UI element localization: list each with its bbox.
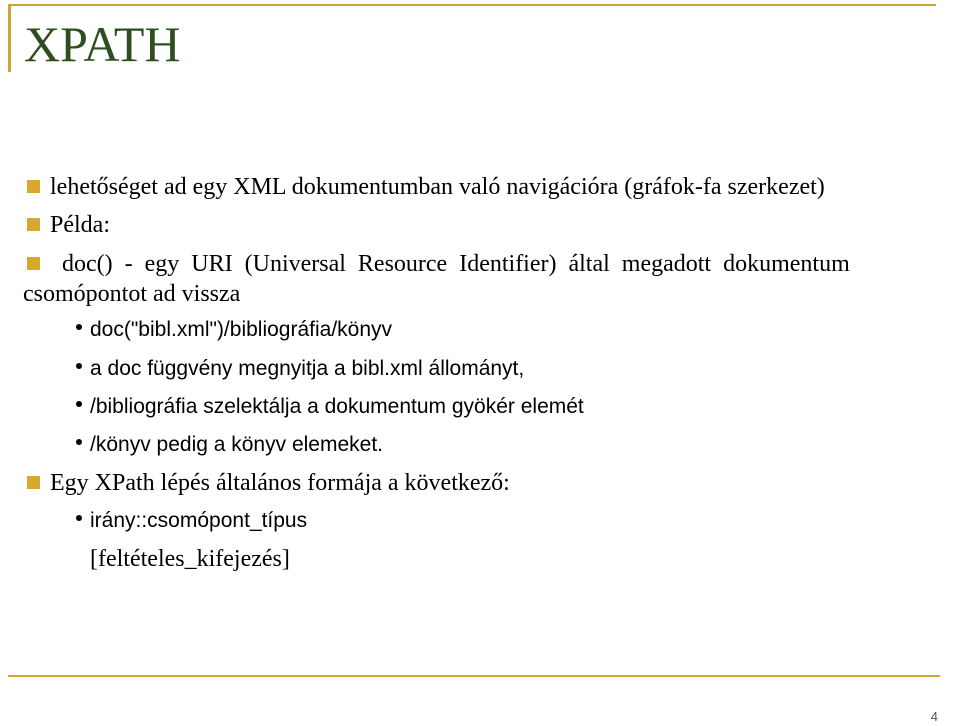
sub-bullet-text: irány::csomópont_típus [90,509,308,532]
sub-bullet-text: doc("bibl.xml")/bibliográfia/könyv [90,318,393,341]
left-divider [8,4,11,72]
bullet-text: Egy XPath lépés általános formája a következő: [50,470,510,496]
square-bullet-icon [27,257,40,270]
page-number: 4 [930,709,938,724]
bullet-text-continuation: csomópontot ad vissza [23,281,241,307]
square-bullet-icon [27,180,40,193]
square-bullet-icon [27,218,40,231]
dot-bullet-icon [76,401,82,407]
top-divider [8,4,936,6]
bullet-text: Példa: [50,212,110,238]
dot-bullet-icon [76,324,82,330]
slide-title: XPATH [24,16,181,72]
dot-bullet-icon [76,515,82,521]
bullet-text: lehetőséget ad egy XML dokumentumban való navigációra (gráfok-fa szerkezet) [50,174,825,200]
sub-bullet-text: a doc függvény megnyitja a bibl.xml állományt, [90,357,525,380]
dot-bullet-icon [76,363,82,369]
sub-bullet-text: /könyv pedig a könyv elemeket. [90,433,383,456]
bullet-text: doc() - egy URI (Universal Resource Identifier) által megadott dokumentum [62,251,850,277]
square-bullet-icon [27,476,40,489]
sub-bullet-text: /bibliográfia szelektálja a dokumentum gyökér elemét [90,395,584,418]
dot-bullet-icon [76,439,82,445]
bottom-divider [8,675,940,677]
sub-bullet-text-continuation: [feltételes_kifejezés] [90,546,290,572]
